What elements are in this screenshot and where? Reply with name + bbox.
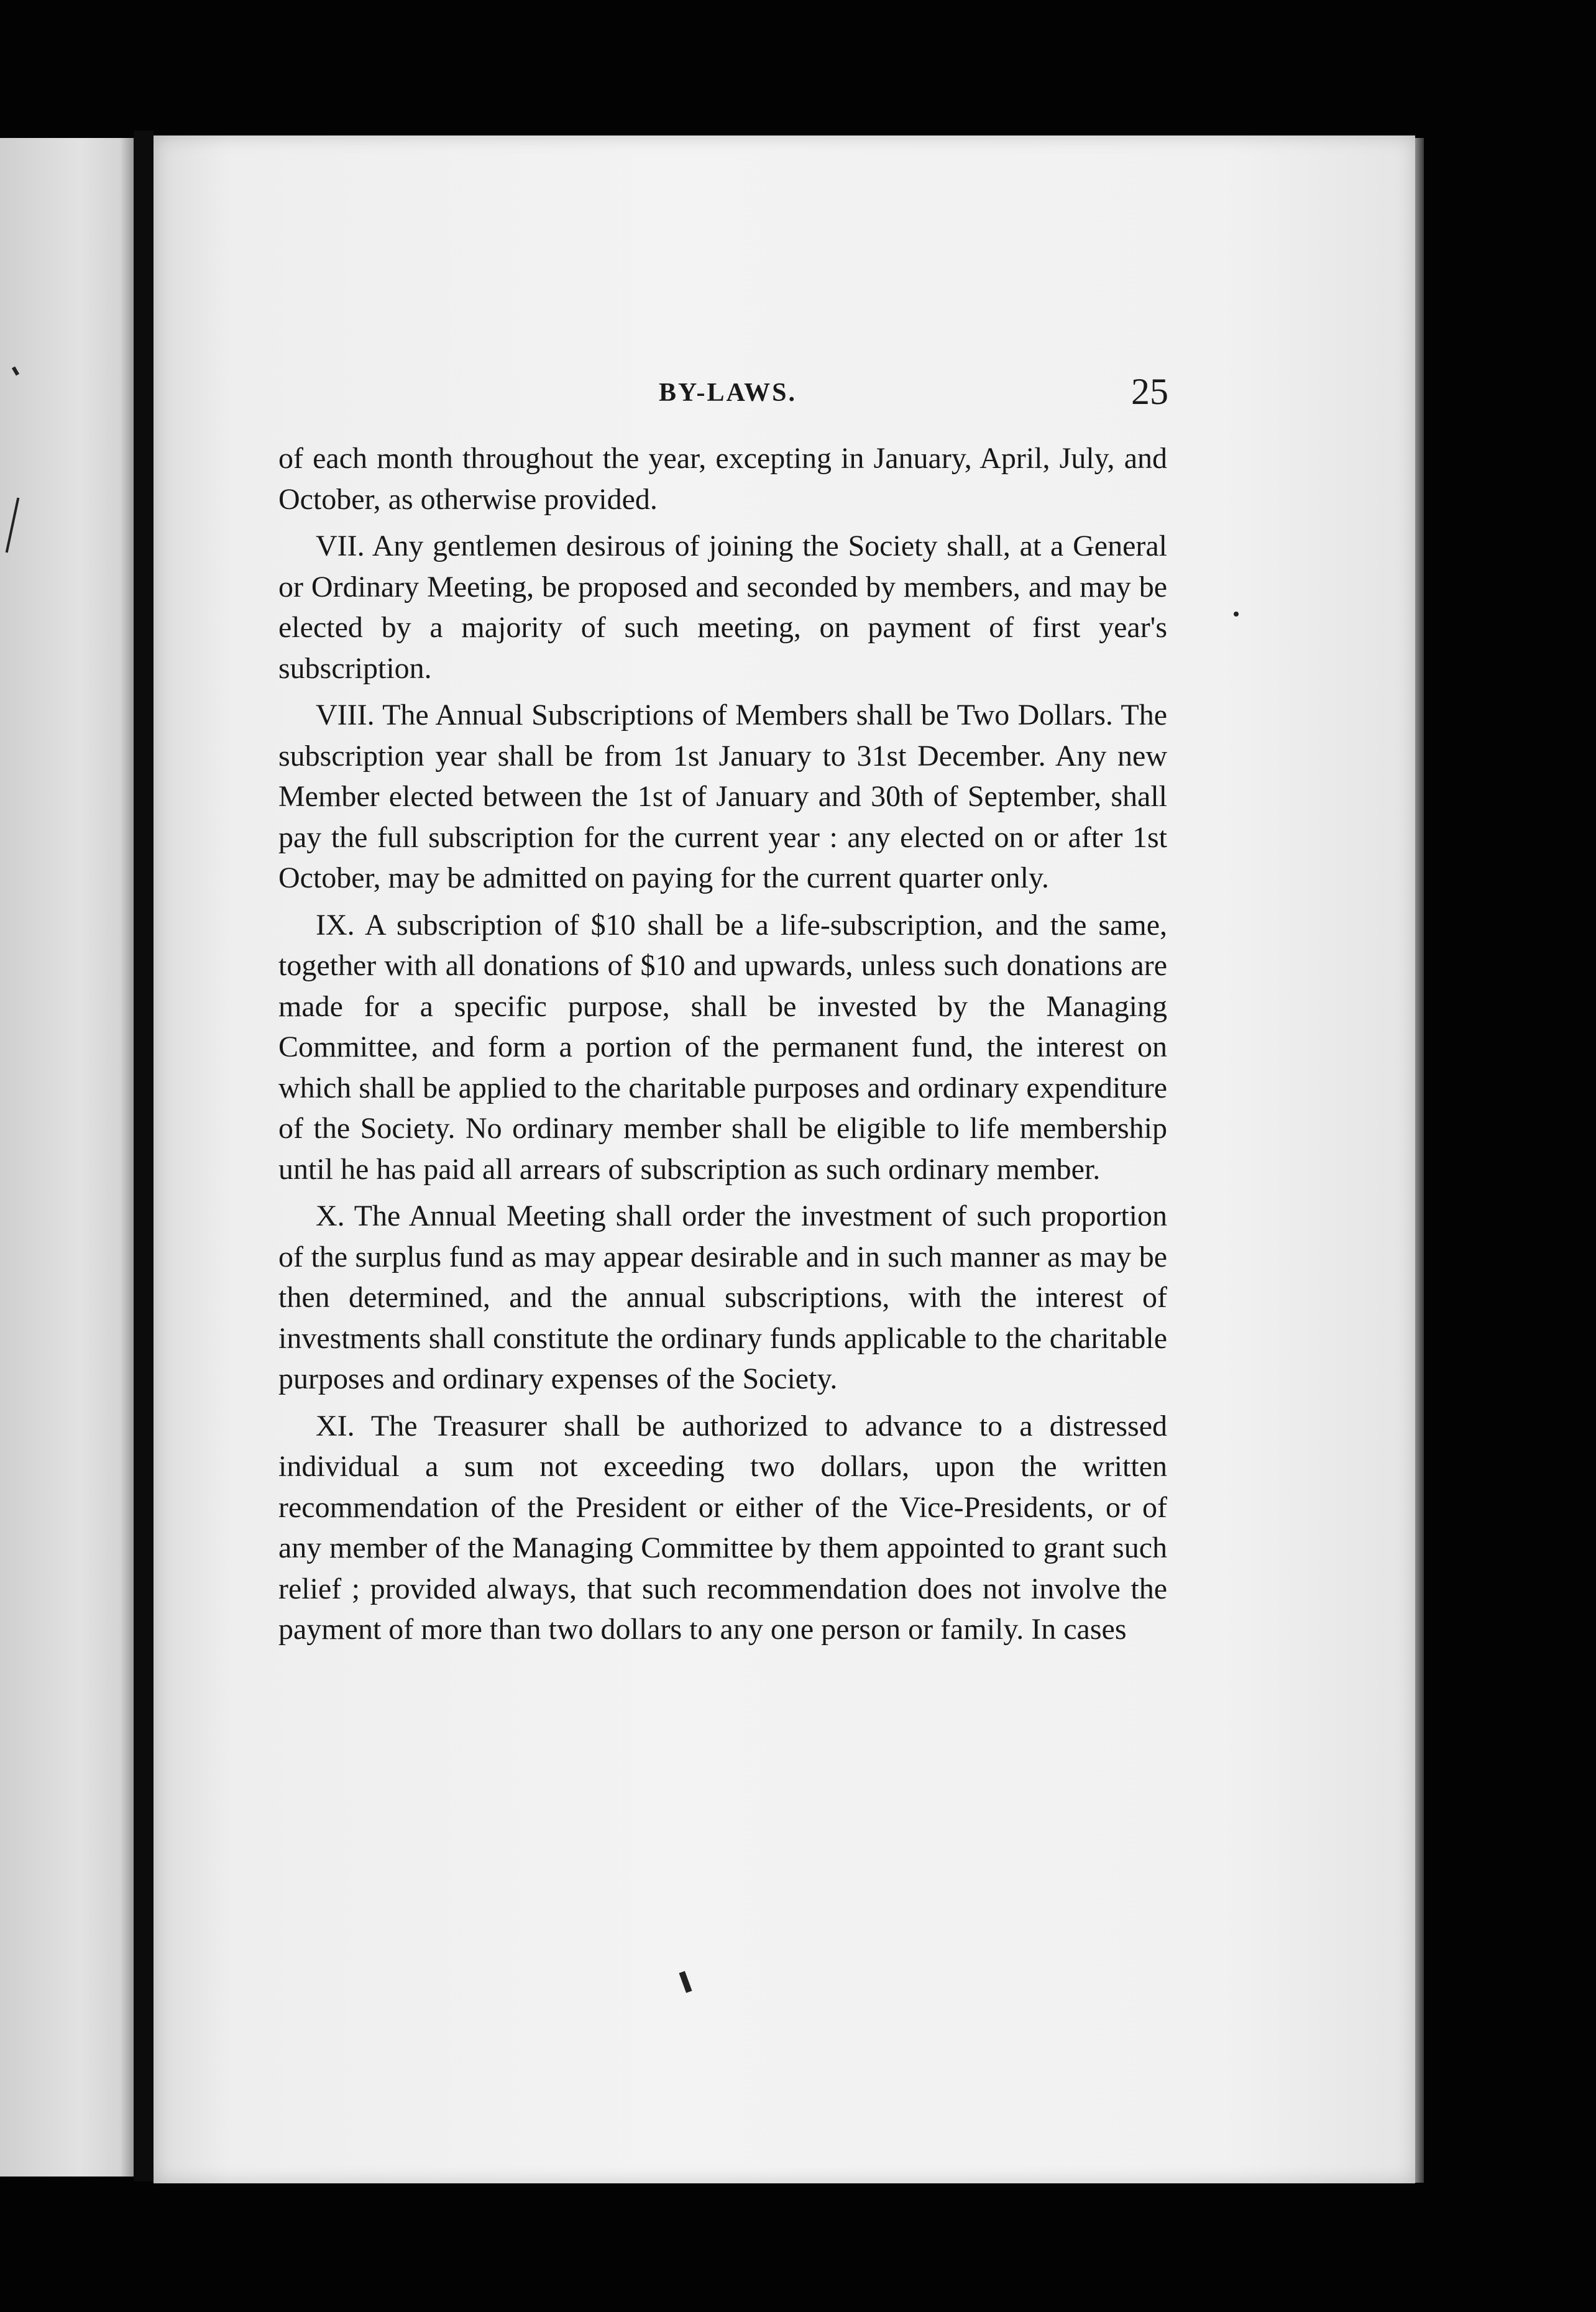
page-header — [283, 370, 1168, 420]
running-head: BY-LAWS. — [659, 378, 797, 407]
paragraph-bylaw-ix: IX. A subscription of $10 shall be a life-subscription, and the same, together with all donations of $10 and upwards, unless such donations are made for a specific purpose, shall be invested by the Managing Committee, and form a portion of the permanent fund, the interest on which shall be applied to the charitable purposes and ordinary expenditure of the Society. No ordinary member shall be eligible to life membership until he has paid all arrears of subscription as such ordinary member. — [278, 908, 1167, 1186]
page-right-edge — [1415, 138, 1424, 2183]
paragraph-bylaw-viii: VIII. The Annual Subscriptions of Members shall be Two Dollars. The subscription year shall be from 1st January to 31st December. Any new Member elected between the 1st of January and 30th of September, shall pay the full subscription for the current year : any elected on or after 1st October, may be admitted on paying for the current quarter only. — [278, 699, 1167, 894]
body-text — [278, 438, 1167, 1656]
left-facing-page-edge — [0, 138, 134, 2177]
paragraph-bylaw-vii: VII. Any gentlemen desirous of joining the Society shall, at a General or Ordinary Meeting, be proposed and seconded by members, and may be elected by a majority of such meeting, on payment of first year's subscription. — [278, 530, 1167, 685]
paragraph-bylaw-xi: XI. The Treasurer shall be authorized to advance to a distressed individual a sum not exceeding two dollars, upon the written recommendation of the President or either of the Vice-Presidents, or of any member of the Managing Committee by them appointed to grant such relief ; provided always, that such recommendation does not involve the payment of more than two dollars to any one person or family. In cases — [278, 1409, 1167, 1646]
stray-mark — [1234, 612, 1239, 617]
paragraph-continuation: of each month throughout the year, excepting in January, April, July, and October, as otherwise provided. — [278, 442, 1167, 516]
paragraph-bylaw-x: X. The Annual Meeting shall order the investment of such proportion of the surplus fund as may appear desirable and in such manner as may be then determined, and the annual subscriptions, with the interest of investments shall constitute the ordinary funds applicable to the charitable purposes and ordinary expenses of the Society. — [278, 1200, 1167, 1395]
page-number: 25 — [1131, 371, 1168, 412]
book-gutter — [134, 131, 154, 2181]
